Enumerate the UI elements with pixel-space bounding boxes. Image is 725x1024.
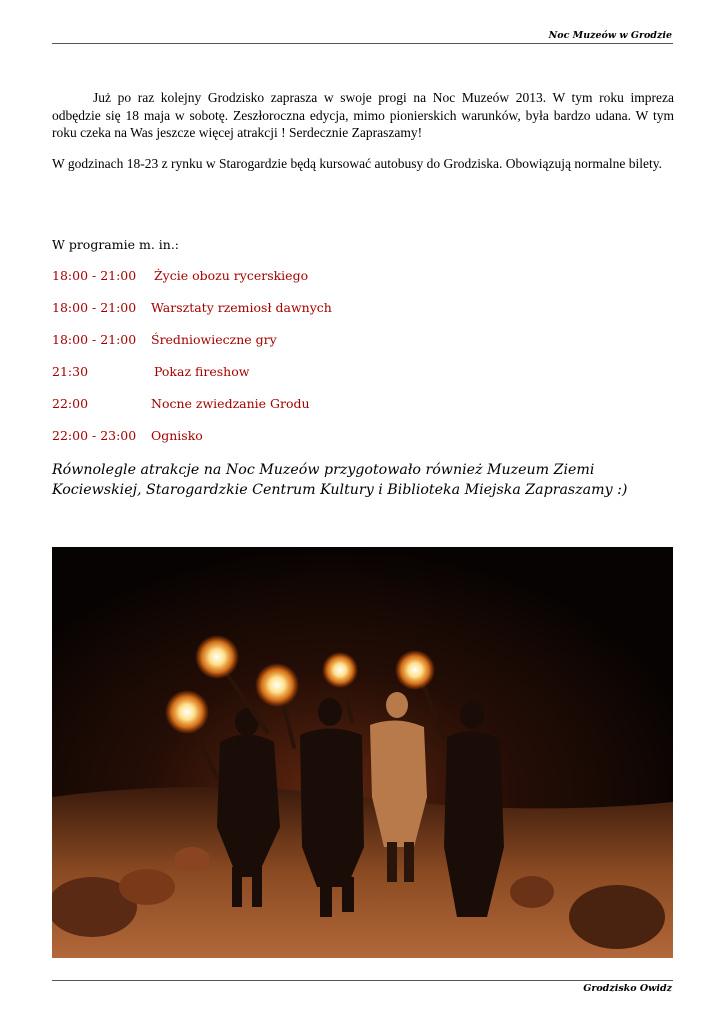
- program-item-activity: Pokaz fireshow: [154, 364, 250, 379]
- program-item-time: 18:00 - 21:00: [52, 300, 137, 315]
- program-item-activity: Średniowieczne gry: [151, 332, 277, 347]
- program-item: [52, 364, 249, 379]
- intro-paragraph-2: W godzinach 18-23 z rynku w Starogardzie będą kursować autobusy do Grodziska. Obowiązują normalne bilety.: [52, 156, 662, 171]
- program-item: [52, 428, 203, 443]
- program-item-time: 22:00: [52, 396, 89, 411]
- program-item-time: 18:00 - 21:00: [52, 332, 137, 347]
- footer-divider: [52, 980, 673, 981]
- program-item-activity: Warsztaty rzemiosł dawnych: [151, 300, 332, 315]
- footer-title: Grodzisko Owidz: [583, 983, 672, 994]
- program-item-activity: Życie obozu rycerskiego: [154, 268, 309, 283]
- program-item: [52, 268, 308, 283]
- closing-note: Równolegle atrakcje na Noc Muzeów przygotowało również Muzeum Ziemi Kociewskiej, Starogardzkie Centrum Kultury i Biblioteka Miejska Zapraszamy :): [52, 462, 628, 498]
- program-item-time: 18:00 - 21:00: [52, 268, 137, 283]
- program-heading: W programie m. in.:: [52, 237, 180, 252]
- header-title: Noc Muzeów w Grodzie: [548, 30, 672, 41]
- program-item: [52, 396, 310, 411]
- torch-procession-photo: [52, 547, 673, 958]
- program-item: [52, 300, 332, 315]
- intro-paragraph-1: Już po raz kolejny Grodzisko zaprasza w swoje progi na Noc Muzeów 2013. W tym roku impreza odbędzie się 18 maja w sobotę. Zeszłoroczna edycja, mimo pionierskich warunków, była bardzo udana. W tym roku czeka na Was jeszcze więcej atrakcji ! Serdecznie Zapraszamy!: [52, 90, 674, 140]
- program-item-time: 22:00 - 23:00: [52, 428, 137, 443]
- program-item-activity: Nocne zwiedzanie Grodu: [151, 396, 310, 411]
- program-item-activity: Ognisko: [151, 428, 203, 443]
- program-item: [52, 332, 277, 347]
- program-item-time: 21:30: [52, 364, 89, 379]
- header-divider: [52, 43, 673, 44]
